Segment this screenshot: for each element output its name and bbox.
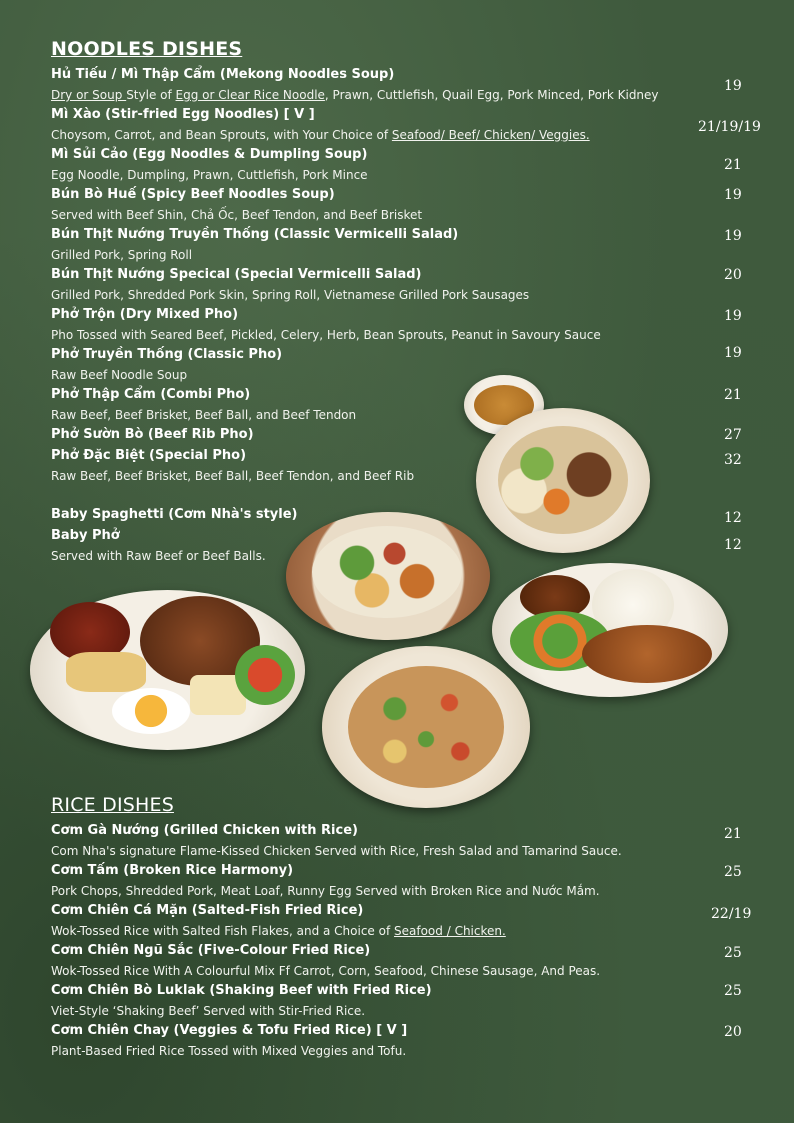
item-desc: Served with Beef Shin, Chả Ốc, Beef Tendon, and Beef Brisket	[51, 208, 423, 222]
item-name: Phở Trộn (Dry Mixed Pho)	[51, 307, 239, 322]
item-price: 25	[724, 945, 742, 961]
item-name: Cơm Chiên Bò Luklak (Shaking Beef with Fried Rice)	[51, 983, 432, 998]
grilled-chicken-rice-image	[492, 563, 728, 697]
item-name: Hủ Tiếu / Mì Thập Cẩm (Mekong Noodles Soup)	[51, 67, 395, 82]
menu-item-com-ga-nuong	[51, 821, 741, 861]
noodles-section-title: NOODLES DISHES	[51, 38, 243, 60]
item-name: Mì Sủi Cảo (Egg Noodles & Dumpling Soup)	[51, 147, 368, 162]
item-name: Phở Đặc Biệt (Special Pho)	[51, 448, 247, 463]
item-desc: Raw Beef, Beef Brisket, Beef Ball, and Beef Tendon	[51, 408, 357, 422]
item-price: 19	[724, 187, 742, 203]
menu-item-hu-tieu	[51, 65, 741, 105]
item-price: 20	[724, 267, 742, 283]
item-desc: Wok-Tossed Rice With A Colourful Mix Ff Carrot, Corn, Seafood, Chinese Sausage, And Peas.	[51, 964, 601, 978]
item-price: 20	[724, 1024, 742, 1040]
item-desc: Served with Raw Beef or Beef Balls.	[51, 549, 266, 563]
item-desc: Pho Tossed with Seared Beef, Pickled, Celery, Herb, Bean Sprouts, Peanut in Savoury Sauce	[51, 328, 601, 342]
item-price: 19	[724, 345, 742, 361]
item-name: Cơm Tấm (Broken Rice Harmony)	[51, 863, 294, 878]
menu-item-mi-xao	[51, 105, 741, 145]
vermicelli-salad-image	[476, 408, 650, 553]
item-price: 25	[724, 864, 742, 880]
item-name: Bún Bò Huế (Spicy Beef Noodles Soup)	[51, 187, 335, 202]
item-name: Cơm Gà Nướng (Grilled Chicken with Rice)	[51, 823, 358, 838]
item-price: 19	[724, 308, 742, 324]
item-price: 27	[724, 427, 742, 443]
menu-item-com-chien-ngu-sac	[51, 941, 741, 981]
item-name: Cơm Chiên Ngũ Sắc (Five-Colour Fried Rice)	[51, 943, 371, 958]
item-name: Bún Thịt Nướng Truyền Thống (Classic Vermicelli Salad)	[51, 227, 459, 242]
item-price: 21/19/19	[698, 119, 761, 135]
item-name: Baby Spaghetti (Cơm Nhà's style)	[51, 507, 298, 522]
item-desc: Grilled Pork, Shredded Pork Skin, Spring Roll, Vietnamese Grilled Pork Sausages	[51, 288, 530, 302]
item-price: 19	[724, 78, 742, 94]
item-desc: Viet-Style ‘Shaking Beef’ Served with Stir-Fried Rice.	[51, 1004, 366, 1018]
item-price: 21	[724, 387, 742, 403]
menu-item-bun-thit-nuong-classic	[51, 225, 741, 265]
broken-rice-plate-image	[30, 590, 305, 750]
fried-rice-bowl-image	[322, 646, 530, 808]
item-name: Baby Phở	[51, 528, 120, 543]
item-desc: Raw Beef Noodle Soup	[51, 368, 188, 382]
menu-item-com-tam	[51, 861, 741, 901]
item-name: Phở Thập Cẩm (Combi Pho)	[51, 387, 251, 402]
rice-section-title: RICE DISHES	[51, 794, 174, 816]
item-name: Cơm Chiên Cá Mặn (Salted-Fish Fried Rice)	[51, 903, 364, 918]
item-name: Cơm Chiên Chay (Veggies & Tofu Fried Rice) [ V ]	[51, 1023, 408, 1038]
item-price: 12	[724, 510, 742, 526]
menu-item-mi-sui-cao	[51, 145, 741, 185]
item-desc: Pork Chops, Shredded Pork, Meat Loaf, Runny Egg Served with Broken Rice and Nước Mắm.	[51, 884, 600, 898]
menu-item-com-chien-chay	[51, 1021, 741, 1061]
menu-item-pho-suon-bo	[51, 425, 741, 445]
item-price: 21	[724, 826, 742, 842]
item-desc: Plant-Based Fried Rice Tossed with Mixed Veggies and Tofu.	[51, 1044, 407, 1058]
item-name: Mì Xào (Stir-fried Egg Noodles) [ V ]	[51, 107, 315, 122]
item-price: 25	[724, 983, 742, 999]
item-price: 12	[724, 537, 742, 553]
menu-item-pho-truyen-thong	[51, 345, 741, 385]
item-desc: Com Nha's signature Flame-Kissed Chicken Served with Rice, Fresh Salad and Tamarind Sauce.	[51, 844, 622, 858]
menu-item-com-chien-ca-man	[51, 901, 741, 941]
item-price: 32	[724, 452, 742, 468]
item-desc: Egg Noodle, Dumpling, Prawn, Cuttlefish, Pork Mince	[51, 168, 368, 182]
item-desc: Wok-Tossed Rice with Salted Fish Flakes, and a Choice of Seafood / Chicken.	[51, 924, 506, 938]
item-price: 21	[724, 157, 742, 173]
menu-item-pho-thap-cam	[51, 385, 741, 425]
item-name: Phở Sườn Bò (Beef Rib Pho)	[51, 427, 254, 442]
item-name: Bún Thịt Nướng Specical (Special Vermicelli Salad)	[51, 267, 422, 282]
item-price: 22/19	[711, 906, 752, 922]
menu-item-bun-thit-nuong-special	[51, 265, 741, 305]
item-desc: Grilled Pork, Spring Roll	[51, 248, 193, 262]
item-price: 19	[724, 228, 742, 244]
item-desc: Raw Beef, Beef Brisket, Beef Ball, Beef Tendon, and Beef Rib	[51, 469, 415, 483]
menu-item-com-chien-bo-luklak	[51, 981, 741, 1021]
item-name: Phở Truyền Thống (Classic Pho)	[51, 347, 283, 362]
item-desc: Dry or Soup Style of Egg or Clear Rice Noodle, Prawn, Cuttlefish, Quail Egg, Pork Minced, Pork Kidney	[51, 88, 659, 102]
item-desc: Choysom, Carrot, and Bean Sprouts, with Your Choice of Seafood/ Beef/ Chicken/ Veggies.	[51, 128, 590, 142]
vermicelli-bowl-image	[286, 512, 490, 640]
menu-item-bun-bo-hue	[51, 185, 741, 225]
menu-item-pho-tron	[51, 305, 741, 345]
